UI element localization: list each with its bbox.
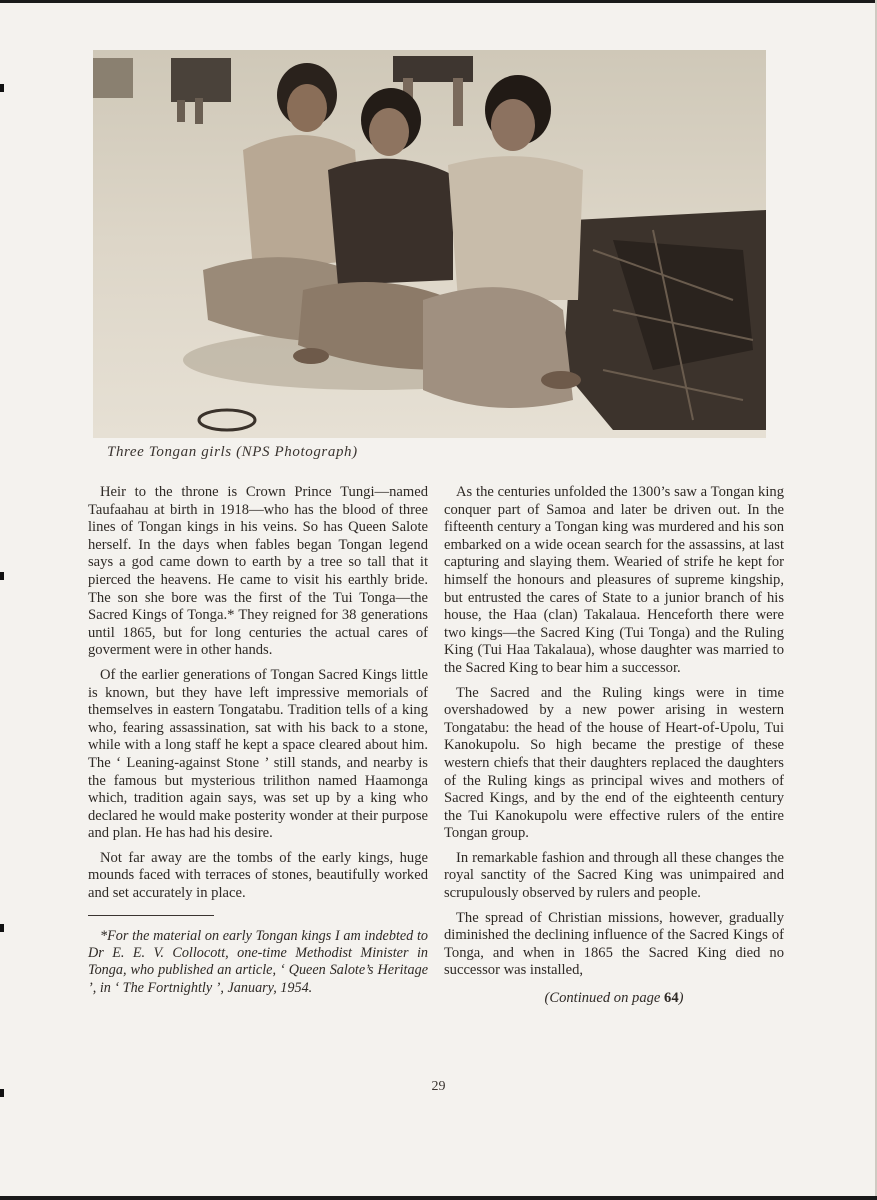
right-column — [444, 484, 784, 1008]
photo-caption — [107, 444, 507, 461]
margin-mark — [0, 84, 4, 92]
margin-mark — [0, 572, 4, 580]
continued-note — [444, 990, 784, 1008]
margin-mark — [0, 924, 4, 932]
paragraph: In remarkable fashion and through all these changes the royal sanctity of the Sacred King was unimpaired and scrupulously observed by rulers and people. — [444, 849, 784, 902]
left-column — [88, 484, 428, 1004]
caption-text: Three Tongan girls — [107, 444, 237, 460]
continued-page-link[interactable]: 64 — [664, 990, 679, 1007]
paragraph: The Sacred and the Ruling kings were in time overshadowed by a new power arising in western Tongatabu: the head of the house of Heart-of-Upolu, Tui Kanokupolu. So high became the prestige of these western chiefs that their daughters replaced the daughters of the Ruling kings as principal wives and mothers of Sacred Kings, and by the end of the eighteenth century the Tui Kanokupolu were effective rulers of the entire Tongan group. — [444, 684, 784, 842]
continued-close: ) — [678, 990, 684, 1007]
footnote-divider — [88, 915, 214, 916]
bottom-border — [0, 1196, 877, 1200]
paragraph: The spread of Christian missions, however, gradually diminished the declining influence of the Sacred Kings of Tonga, and when in 1865 the Sacred King died no successor was installed, — [444, 909, 784, 979]
continued-text: (Continued on page — [544, 990, 665, 1007]
paragraph: Heir to the throne is Crown Prince Tungi—named Taufaahau at birth in 1918—who has the blood of three lines of Tongan kings in his veins. So has Queen Salote herself. In the days when fables began Tongan legend says a god came down to earth by a tree so tall that it pierced the heavens. He came to visit his earthly bride. The son she bore was the first of the Tui Tonga—the Sacred Kings of Tonga.* They reigned for 38 generations until 1865, but for long centuries the actual cares of goverment were in other hands. — [88, 484, 428, 659]
paragraph: As the centuries unfolded the 1300’s saw a Tongan king conquer part of Samoa and later be driven out. In the fifteenth century a Tongan king was murdered and his son embarked on a wide ocean search for the assassins, at last capturing and slaying them. Wearied of strife he kept for himself the honours and pleasures of supreme kingship, but entrusted the cares of State to a junior branch of his house, the Haa (clan) Takalaua. Henceforth there were two kings—the Sacred King (Tui Tonga) and the Ruling King (Tui Haa Takalaua), whose daughter was married to the Sacred King to bear him a successor. — [444, 484, 784, 676]
page-number: 29 — [431, 1079, 446, 1094]
photograph — [93, 50, 766, 438]
paragraph: Not far away are the tombs of the early kings, huge mounds faced with terraces of stones, beautifully worked and set accurately in place. — [88, 849, 428, 902]
footnote: *For the material on early Tongan kings I am indebted to Dr E. E. V. Collocott, one-time Methodist Minister in Tonga, who published an article, ‘ Queen Salote’s Heritage ’, in ‘ The Fortnightly ’, January, 1954. — [88, 927, 428, 996]
photo-illustration — [93, 50, 766, 438]
top-border — [0, 0, 877, 3]
paragraph: Of the earlier generations of Tongan Sacred Kings little is known, but they have left impressive memorials of themselves in eastern Tongatabu. Tradition tells of a king who, fearing assassination, sat with his back to a stone, while with a long staff he kept a space cleared about him. The ‘ Leaning-against Stone ’ still stands, and nearby is the famous but mysterious trilithon named Haamonga which, tradition again says, was set up by a king who declared he would make posterity wonder at their purpose and plan. He has had his desire. — [88, 666, 428, 842]
caption-credit: (NPS Photograph) — [236, 444, 358, 460]
